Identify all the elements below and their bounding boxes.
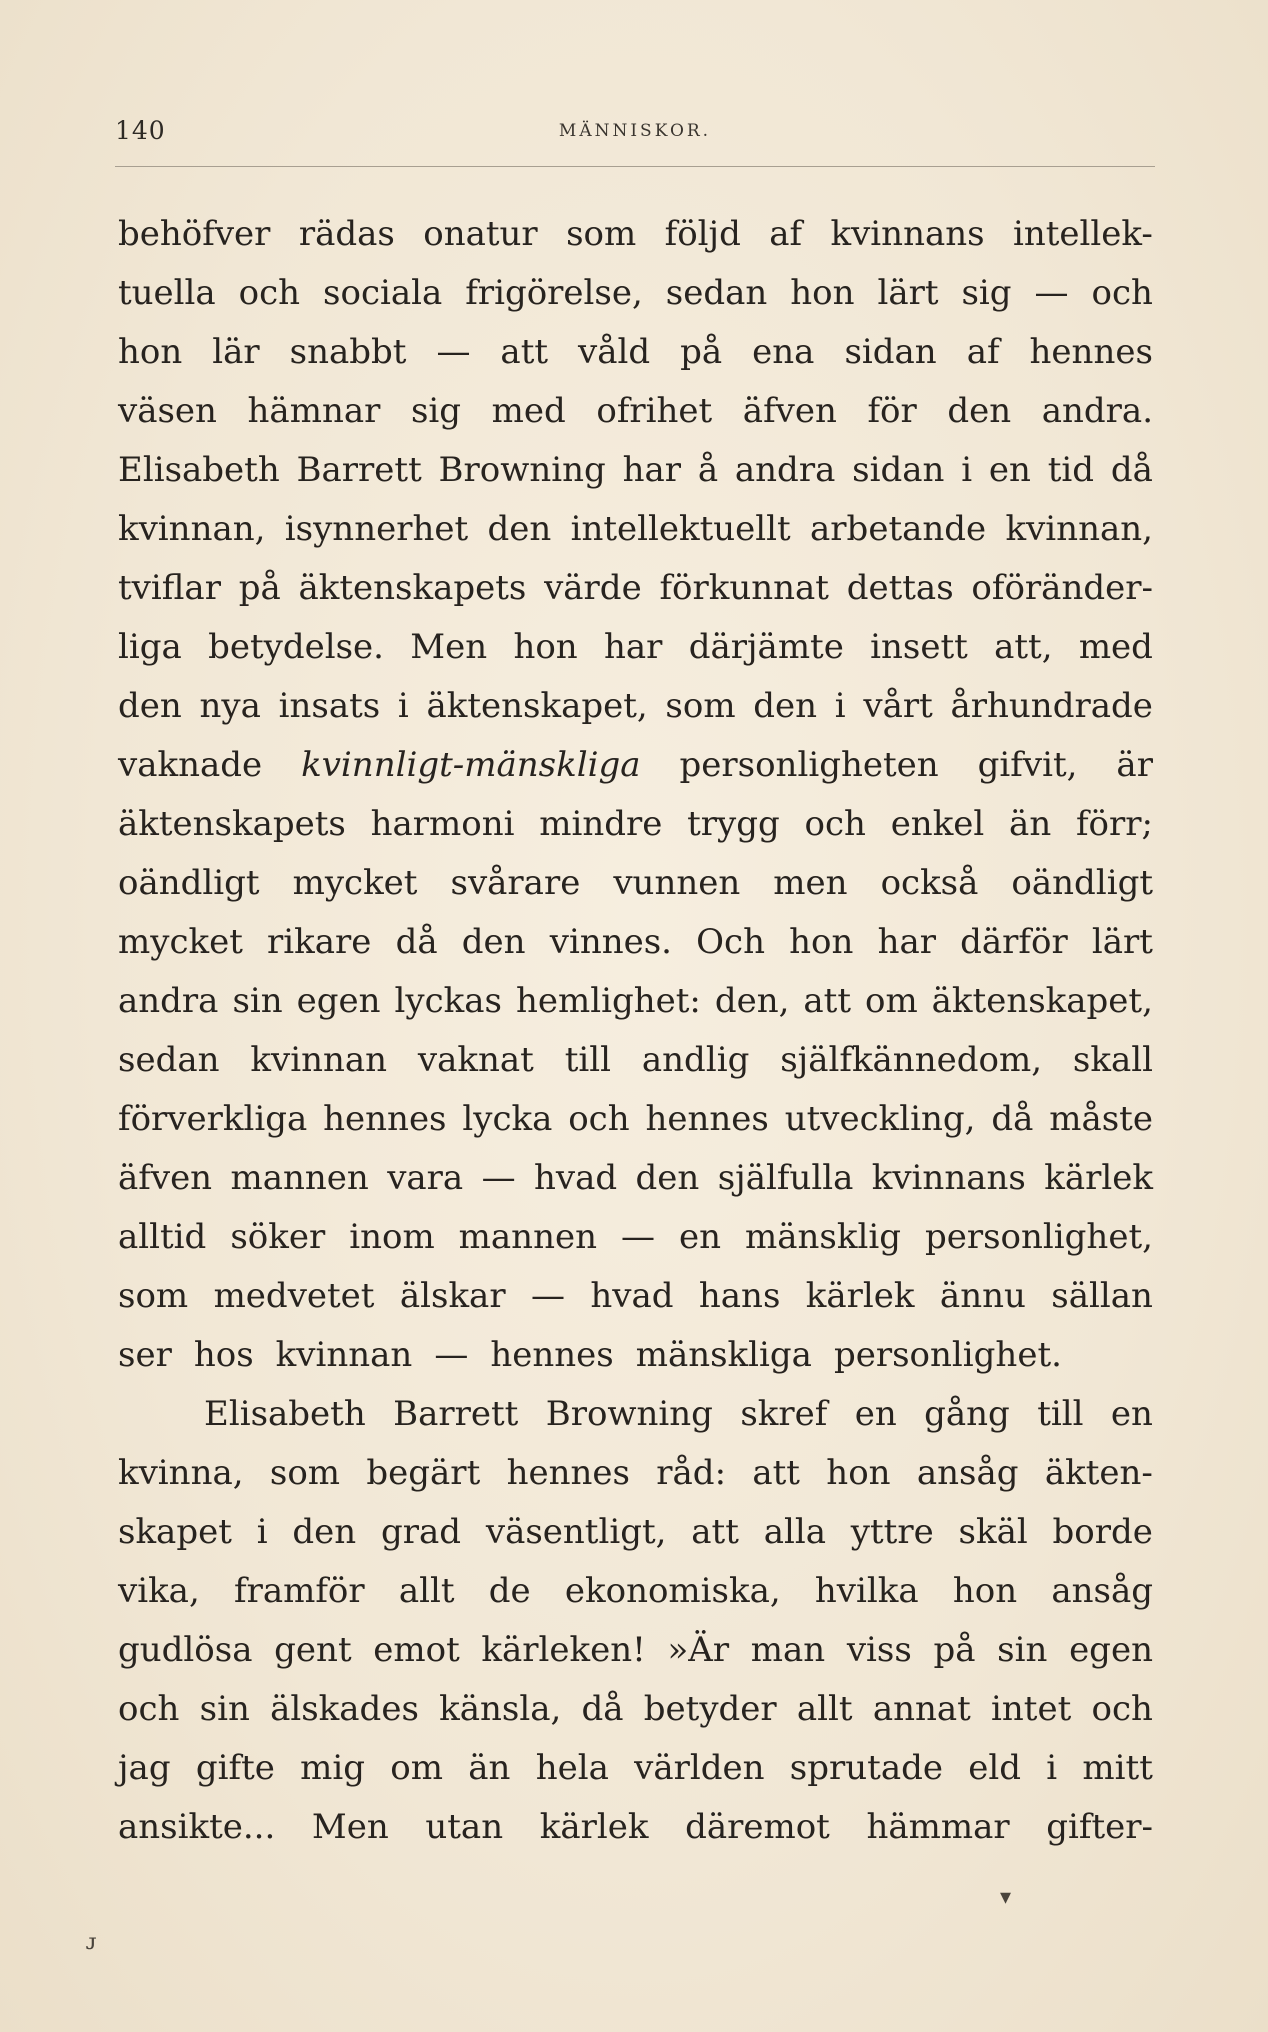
word: —	[434, 1335, 469, 1375]
word: äktenskapets	[298, 568, 527, 608]
word: äktenskapet,	[931, 981, 1153, 1021]
text-line-9	[118, 677, 1153, 736]
text-line-12	[118, 854, 1153, 913]
word: »Är	[667, 1630, 730, 1670]
word: som	[665, 686, 736, 726]
word: vaknat	[417, 1040, 534, 1080]
word: andra.	[1041, 391, 1153, 431]
word: viss	[846, 1630, 912, 1670]
word: om	[864, 981, 918, 1021]
word: våld	[578, 332, 651, 372]
page-number: 140	[115, 116, 166, 145]
word: hennes	[1029, 332, 1153, 372]
word: jag	[118, 1748, 171, 1788]
word: enkel	[890, 804, 985, 844]
word: framför	[233, 1571, 365, 1611]
body-text	[118, 205, 1153, 1857]
word: sidan	[852, 450, 945, 490]
word: gifvit,	[977, 745, 1078, 785]
word: liga	[118, 627, 182, 667]
word: mindre	[539, 804, 663, 844]
text-line-4	[118, 382, 1153, 441]
word: den	[753, 686, 818, 726]
text-line-18	[118, 1208, 1153, 1267]
word: rädas	[298, 214, 395, 254]
text-line-23	[118, 1503, 1153, 1562]
word: insats	[278, 686, 381, 726]
word: andra	[118, 981, 219, 1021]
word: äkten-	[1044, 1453, 1153, 1493]
word: insett	[870, 627, 968, 667]
word: väsen	[118, 391, 217, 431]
word: kvinnan,	[118, 509, 266, 549]
word: också	[880, 863, 979, 903]
word: vika,	[118, 1571, 200, 1611]
word: de	[488, 1571, 531, 1611]
word: söker	[230, 1217, 326, 1257]
word: emot	[373, 1630, 460, 1670]
word: ena	[752, 332, 815, 372]
word: därjämte	[688, 627, 844, 667]
word: egen	[1069, 1630, 1153, 1670]
text-line-2	[118, 264, 1153, 323]
word: då	[991, 1099, 1034, 1139]
word: då	[1110, 450, 1153, 490]
word: att	[500, 332, 549, 372]
word: äfven	[118, 1158, 213, 1198]
word: skall	[1072, 1040, 1153, 1080]
word: lär	[212, 332, 260, 372]
word: af	[966, 332, 1000, 372]
word: —	[1034, 273, 1069, 313]
word: älskar	[399, 1276, 506, 1316]
word: och	[1091, 273, 1153, 313]
word: älskades	[270, 1689, 419, 1729]
word: sprutade	[789, 1748, 943, 1788]
word: själfulla	[717, 1158, 854, 1198]
word: mänskliga	[635, 1335, 812, 1375]
word: på	[680, 332, 723, 372]
word: mycket	[118, 922, 243, 962]
word: alla	[763, 1512, 826, 1552]
text-line-28	[118, 1798, 1153, 1857]
word: man	[750, 1630, 826, 1670]
word: kvinnans	[830, 214, 985, 254]
word: har	[604, 627, 663, 667]
word: kärlek	[1044, 1158, 1153, 1198]
word: onatur	[423, 214, 538, 254]
word: hennes	[645, 1099, 769, 1139]
word: sin	[232, 981, 283, 1021]
word: ansikte...	[118, 1807, 276, 1847]
word: väsentligt,	[485, 1512, 667, 1552]
word: kvinnan	[275, 1335, 413, 1375]
word: och	[118, 1689, 180, 1729]
word: sedan	[118, 1040, 220, 1080]
word: behöfver	[118, 214, 271, 254]
text-line-24	[118, 1562, 1153, 1621]
word: ser	[118, 1335, 172, 1375]
print-speck: ▾	[1000, 1885, 1012, 1910]
text-line-8	[118, 618, 1153, 677]
word: Elisabeth	[204, 1394, 366, 1434]
word: lärt	[1091, 922, 1153, 962]
word: ansåg	[916, 1453, 1019, 1493]
word: betyder	[643, 1689, 777, 1729]
word: intellektuellt	[570, 509, 791, 549]
word: kvinnans	[871, 1158, 1026, 1198]
word: då	[395, 922, 438, 962]
word: äktenskapet,	[426, 686, 648, 726]
word: allt	[398, 1571, 455, 1611]
word: än	[1009, 804, 1052, 844]
word: hvad	[534, 1158, 618, 1198]
word: hvilka	[814, 1571, 919, 1611]
word: mig	[300, 1748, 366, 1788]
word: förverkliga	[118, 1099, 308, 1139]
word: en	[854, 1394, 897, 1434]
word: —	[620, 1217, 655, 1257]
word: världen	[634, 1748, 765, 1788]
word: hennes	[323, 1099, 447, 1139]
word: den,	[714, 981, 790, 1021]
word: af	[769, 214, 803, 254]
text-line-27	[118, 1739, 1153, 1798]
word: hennes	[490, 1335, 614, 1375]
word: har	[622, 450, 682, 490]
word: kvinna,	[118, 1453, 244, 1493]
word: hon	[790, 273, 855, 313]
word: hon	[513, 627, 578, 667]
word: att	[803, 981, 851, 1021]
word: sig	[961, 273, 1012, 313]
word: den	[635, 1158, 700, 1198]
word: mannen	[230, 1158, 369, 1198]
word: sällan	[1051, 1276, 1153, 1316]
word: den	[487, 509, 552, 549]
word: den	[461, 922, 526, 962]
word: ekonomiska,	[564, 1571, 781, 1611]
text-line-6	[118, 500, 1153, 559]
word: sin	[199, 1689, 250, 1729]
word: Browning	[438, 450, 606, 490]
word: måste	[1049, 1099, 1153, 1139]
text-line-10	[118, 736, 1153, 795]
word: annat	[872, 1689, 971, 1729]
word: än	[468, 1748, 511, 1788]
word: på	[238, 568, 281, 608]
word: egen	[296, 981, 381, 1021]
word: tuella	[118, 273, 216, 313]
word: mänsklig	[744, 1217, 901, 1257]
word: skäl	[958, 1512, 1028, 1552]
word: å	[697, 450, 719, 490]
word: hemlighet:	[515, 981, 701, 1021]
word: personlighet,	[924, 1217, 1153, 1257]
word: harmoni	[370, 804, 515, 844]
word: ännu	[939, 1276, 1026, 1316]
word: i	[256, 1512, 268, 1552]
word: gifter-	[1046, 1807, 1153, 1847]
word: kvinnan,	[1005, 509, 1153, 549]
word: till	[1037, 1394, 1084, 1434]
word: oändligt	[1011, 863, 1153, 903]
word: i	[1046, 1748, 1058, 1788]
word: mycket	[292, 863, 418, 903]
running-head: MÄNNISKOR.	[558, 121, 712, 141]
word: snabbt	[289, 332, 407, 372]
word: hon	[118, 332, 183, 372]
word: sig	[410, 391, 462, 431]
word: hela	[535, 1748, 609, 1788]
word: den	[292, 1512, 357, 1552]
word: värde	[544, 568, 642, 608]
word: begärt	[366, 1453, 481, 1493]
word: andlig	[641, 1040, 750, 1080]
word: hon	[952, 1571, 1018, 1611]
text-line-7	[118, 559, 1153, 618]
word: frigörelse,	[465, 273, 643, 313]
word: och	[238, 273, 301, 313]
text-line-17	[118, 1149, 1153, 1208]
word: känsla,	[439, 1689, 562, 1729]
word: ansåg	[1051, 1571, 1153, 1611]
word: hans	[698, 1276, 781, 1316]
word: själfkännedom,	[780, 1040, 1043, 1080]
word: sidan	[844, 332, 937, 372]
word: för	[867, 391, 917, 431]
word: medvetet	[213, 1276, 375, 1316]
word: hennes	[506, 1453, 630, 1493]
word: tid	[1047, 450, 1095, 490]
word: vara	[387, 1158, 464, 1198]
word: i	[397, 686, 409, 726]
text-line-1	[118, 205, 1153, 264]
text-line-22	[118, 1444, 1153, 1503]
word: yttre	[850, 1512, 934, 1552]
word: hos	[193, 1335, 254, 1375]
word: dettas	[846, 568, 954, 608]
word: och	[1091, 1689, 1153, 1729]
text-line-14	[118, 972, 1153, 1031]
word: hon	[789, 922, 854, 962]
word: hon	[826, 1453, 891, 1493]
word: personlighet.	[833, 1335, 1062, 1375]
word: gudlösa	[118, 1630, 253, 1670]
word: gifte	[195, 1748, 275, 1788]
word: den	[118, 686, 182, 726]
word: grad	[380, 1512, 462, 1552]
word: Elisabeth	[118, 450, 280, 490]
word: har	[877, 922, 936, 962]
word: intellek-	[1013, 214, 1153, 254]
word: är	[1116, 745, 1153, 785]
word: en	[678, 1217, 721, 1257]
word: betydelse.	[208, 627, 384, 667]
word: oändligt	[118, 863, 260, 903]
word: kärleken!	[481, 1630, 646, 1670]
word: nya	[199, 686, 261, 726]
text-line-13	[118, 913, 1153, 972]
word: arbetande	[810, 509, 987, 549]
word: att,	[994, 627, 1053, 667]
word: mitt	[1082, 1748, 1153, 1788]
word: andra	[734, 450, 836, 490]
word: och	[804, 804, 866, 844]
word: svårare	[450, 863, 581, 903]
word: skapet	[118, 1512, 232, 1552]
word: kärlek	[805, 1276, 915, 1316]
word: inom	[349, 1217, 435, 1257]
word: —	[530, 1276, 565, 1316]
word: gent	[274, 1630, 352, 1670]
word: kärlek	[539, 1807, 649, 1847]
word: att	[752, 1453, 800, 1493]
word: hämmar	[866, 1807, 1010, 1847]
word: kvinnan	[250, 1040, 388, 1080]
word: däremot	[685, 1807, 830, 1847]
word: vinnes.	[549, 922, 672, 962]
word: rikare	[267, 922, 372, 962]
word: som	[118, 1276, 189, 1316]
text-line-16	[118, 1090, 1153, 1149]
word: tviflar	[118, 568, 221, 608]
word: intet	[991, 1689, 1072, 1729]
header-rule	[115, 166, 1155, 167]
word: utan	[425, 1807, 504, 1847]
word: Och	[696, 922, 765, 962]
word: och	[568, 1099, 630, 1139]
word: allt	[796, 1689, 853, 1729]
word: då	[581, 1689, 624, 1729]
word: hämnar	[247, 391, 381, 431]
word: alltid	[118, 1217, 207, 1257]
word: —	[436, 332, 471, 372]
text-line-25	[118, 1621, 1153, 1680]
word: isynnerhet	[284, 509, 469, 549]
word: —	[481, 1158, 516, 1198]
word: oföränder-	[971, 568, 1153, 608]
word: Browning	[545, 1394, 713, 1434]
page-header	[115, 112, 1155, 152]
word: århundrade	[950, 686, 1153, 726]
word: med	[1078, 627, 1153, 667]
word: trygg	[687, 804, 780, 844]
word: sedan	[665, 273, 768, 313]
word: utveckling,	[784, 1099, 976, 1139]
text-line-20	[118, 1326, 1153, 1385]
word: på	[933, 1630, 976, 1670]
word: men	[773, 863, 848, 903]
word: ofrihet	[596, 391, 713, 431]
word: sociala	[323, 273, 443, 313]
word: lyckas	[394, 981, 502, 1021]
word: i	[961, 450, 973, 490]
word: vårt	[863, 686, 933, 726]
word: som	[269, 1453, 341, 1493]
word: den	[947, 391, 1012, 431]
text-line-19	[118, 1267, 1153, 1326]
word: gång	[924, 1394, 1010, 1434]
word: Men	[410, 627, 488, 667]
word: därför	[960, 922, 1068, 962]
text-line-26	[118, 1680, 1153, 1739]
word: en	[1110, 1394, 1153, 1434]
word: förr;	[1075, 804, 1153, 844]
word: lycka	[462, 1099, 553, 1139]
word: Barrett	[296, 450, 422, 490]
word: personligheten	[679, 745, 939, 785]
word: i	[834, 686, 846, 726]
emphasis-word: kvinnligt-mänskliga	[301, 745, 641, 785]
word: äfven	[742, 391, 837, 431]
word: råd:	[656, 1453, 727, 1493]
word: eld	[968, 1748, 1022, 1788]
word: skref	[740, 1394, 828, 1434]
text-line-5	[118, 441, 1153, 500]
word: äktenskapets	[118, 804, 346, 844]
word: Barrett	[393, 1394, 519, 1434]
text-line-3	[118, 323, 1153, 382]
text-line-15	[118, 1031, 1153, 1090]
word: vunnen	[613, 863, 741, 903]
word: hvad	[590, 1276, 674, 1316]
word: om	[390, 1748, 443, 1788]
word: mannen	[458, 1217, 597, 1257]
word: sin	[997, 1630, 1048, 1670]
word: följd	[664, 214, 741, 254]
word: som	[566, 214, 637, 254]
word: att	[691, 1512, 739, 1552]
print-speck: ᴊ	[86, 1930, 97, 1955]
word: borde	[1052, 1512, 1153, 1552]
text-line-11	[118, 795, 1153, 854]
word: Men	[311, 1807, 389, 1847]
word: en	[988, 450, 1031, 490]
word: till	[564, 1040, 612, 1080]
word: med	[491, 391, 566, 431]
word: förkunnat	[659, 568, 829, 608]
text-line-21	[118, 1385, 1153, 1444]
word: vaknade	[118, 745, 263, 785]
word: lärt	[877, 273, 939, 313]
